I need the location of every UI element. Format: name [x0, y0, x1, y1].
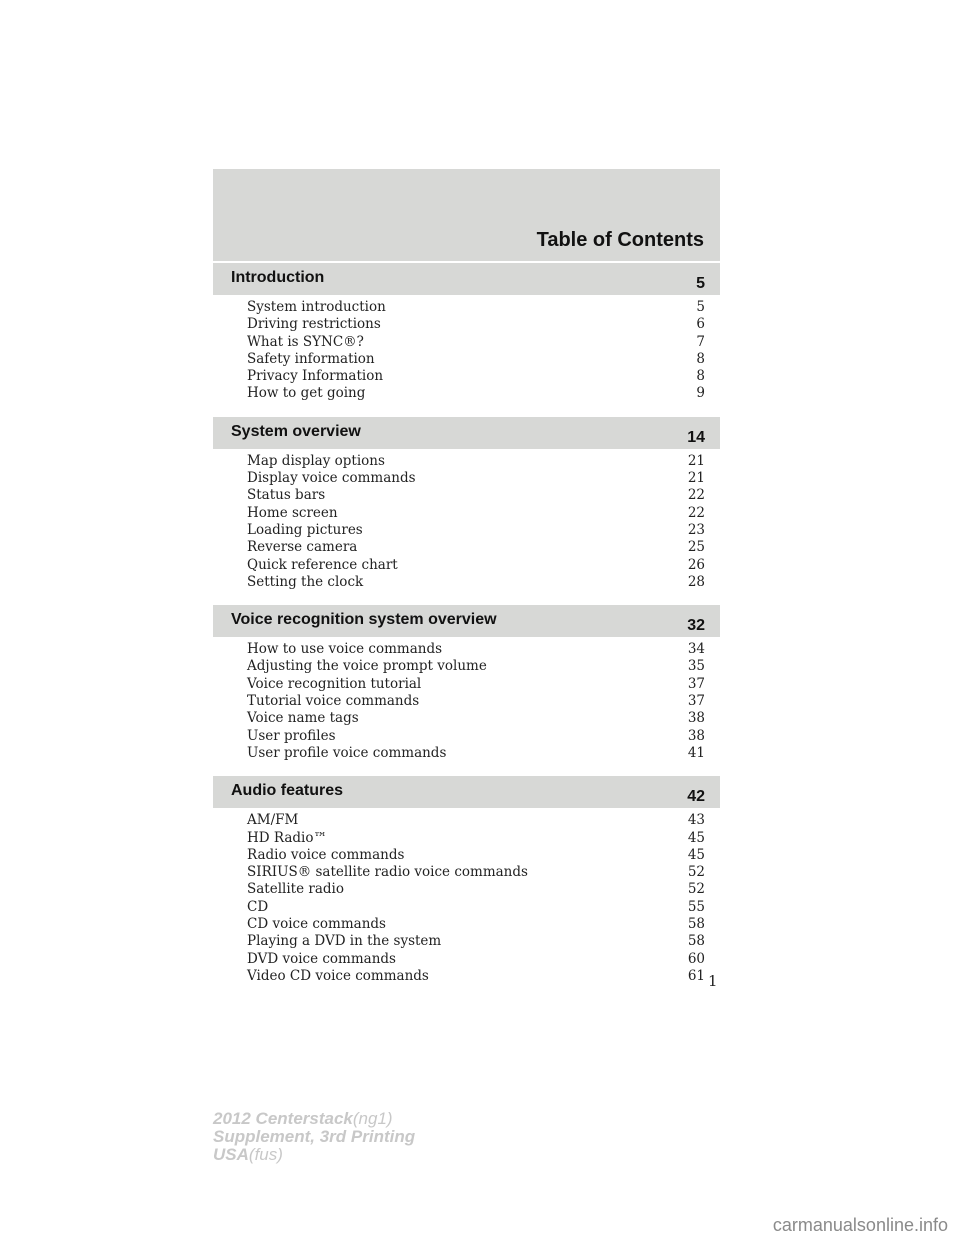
entry-page: 6	[696, 316, 705, 333]
toc-entry[interactable]	[213, 693, 720, 710]
toc-entry[interactable]	[213, 745, 720, 762]
entry-page: 21	[687, 470, 705, 487]
toc-entry[interactable]	[213, 830, 720, 847]
watermark[interactable]: carmanualsonline.info	[772, 1215, 948, 1235]
entry-label: Status bars	[247, 487, 326, 504]
toc-section	[213, 417, 720, 591]
toc-entry[interactable]	[213, 299, 720, 316]
entry-page: 22	[687, 487, 705, 504]
footer-edition: Supplement, 3rd Printing	[213, 1127, 416, 1146]
entry-label: Voice name tags	[247, 710, 359, 727]
toc-entry[interactable]	[213, 522, 720, 539]
toc-entry[interactable]	[213, 641, 720, 658]
section-title: System overview	[231, 422, 361, 440]
entry-page: 35	[687, 658, 705, 675]
toc-entry[interactable]	[213, 334, 720, 351]
page-number: 1	[708, 972, 718, 990]
entry-page: 23	[687, 521, 705, 538]
entry-label: SIRIUS® satellite radio voice commands	[247, 864, 528, 881]
entry-label: What is SYNC®?	[247, 333, 364, 350]
section-header[interactable]	[213, 263, 720, 295]
entry-label: Driving restrictions	[247, 316, 381, 333]
toc-entry[interactable]	[213, 728, 720, 745]
entry-label: Map display options	[247, 452, 385, 469]
entry-page: 43	[687, 812, 705, 829]
entry-page: 41	[687, 744, 705, 761]
entry-page: 7	[696, 333, 705, 350]
section-header[interactable]	[213, 417, 720, 449]
toc-entry[interactable]	[213, 933, 720, 950]
entry-page: 37	[687, 693, 705, 710]
entry-page: 61	[687, 967, 705, 984]
entry-label: Display voice commands	[247, 470, 416, 487]
toc-entry[interactable]	[213, 539, 720, 556]
footer-model: 2012 Centerstack	[213, 1109, 353, 1128]
toc-entry[interactable]	[213, 470, 720, 487]
toc-entry[interactable]	[213, 487, 720, 504]
toc-entry[interactable]	[213, 710, 720, 727]
entry-page: 8	[696, 368, 705, 385]
entry-label: Loading pictures	[247, 521, 363, 538]
entry-label: CD	[247, 898, 269, 915]
entry-label: Home screen	[247, 504, 338, 521]
entry-label: System introduction	[247, 299, 386, 315]
entry-label: Setting the clock	[247, 573, 364, 590]
entry-page: 5	[696, 299, 705, 315]
toc-entry[interactable]	[213, 968, 720, 985]
table-of-contents	[213, 263, 720, 999]
entry-page: 25	[687, 539, 705, 556]
toc-entry[interactable]	[213, 574, 720, 591]
entry-label: Satellite radio	[247, 881, 344, 898]
entry-label: HD Radio™	[247, 829, 327, 846]
entry-label: Playing a DVD in the system	[247, 933, 442, 950]
entry-page: 45	[687, 829, 705, 846]
entry-label: Adjusting the voice prompt volume	[247, 658, 487, 675]
entry-page: 8	[696, 350, 705, 367]
entry-page: 38	[687, 727, 705, 744]
toc-section	[213, 263, 720, 403]
entry-page: 58	[687, 916, 705, 933]
entry-label: Voice recognition tutorial	[247, 675, 422, 692]
entry-page: 34	[687, 641, 705, 658]
entry-label: How to get going	[247, 385, 366, 402]
entry-page: 45	[687, 846, 705, 863]
section-title: Introduction	[231, 269, 325, 286]
section-page: 42	[687, 788, 705, 806]
footer-region-code: (fus)	[248, 1145, 283, 1164]
entry-label: Quick reference chart	[247, 556, 398, 573]
toc-entry[interactable]	[213, 881, 720, 898]
toc-entry[interactable]	[213, 368, 720, 385]
toc-entry[interactable]	[213, 505, 720, 522]
toc-entry[interactable]	[213, 316, 720, 333]
section-title: Audio features	[231, 782, 344, 800]
toc-entry[interactable]	[213, 864, 720, 881]
toc-section	[213, 776, 720, 985]
entry-label: Tutorial voice commands	[247, 693, 420, 710]
entry-page: 58	[687, 933, 705, 950]
toc-entry[interactable]	[213, 676, 720, 693]
entry-label: User profiles	[247, 727, 336, 744]
section-page: 32	[687, 617, 705, 635]
section-title: Voice recognition system overview	[231, 611, 497, 629]
header-band	[213, 169, 720, 261]
toc-entry[interactable]	[213, 812, 720, 829]
entry-page: 52	[687, 881, 705, 898]
toc-entry[interactable]	[213, 951, 720, 968]
section-page: 5	[696, 275, 705, 292]
footer-model-code: (ng1)	[352, 1109, 393, 1128]
entry-page: 55	[687, 898, 705, 915]
entry-page: 37	[687, 675, 705, 692]
entry-page: 38	[687, 710, 705, 727]
section-header[interactable]	[213, 776, 720, 808]
entry-label: DVD voice commands	[247, 950, 396, 967]
section-header[interactable]	[213, 605, 720, 637]
entry-page: 28	[687, 573, 705, 590]
entry-page: 21	[687, 452, 705, 469]
toc-section	[213, 605, 720, 762]
entry-label: Safety information	[247, 350, 375, 367]
entry-label: Reverse camera	[247, 539, 358, 556]
toc-entry[interactable]	[213, 557, 720, 574]
entry-page: 22	[687, 504, 705, 521]
section-page: 14	[687, 428, 705, 446]
entry-label: How to use voice commands	[247, 641, 443, 658]
entry-page: 9	[696, 385, 705, 402]
toc-entry[interactable]	[213, 351, 720, 368]
toc-entry[interactable]	[213, 385, 720, 402]
entry-page: 52	[687, 864, 705, 881]
entry-page: 60	[687, 950, 705, 967]
footer-imprint	[213, 1110, 415, 1164]
entry-label: User profile voice commands	[247, 744, 447, 761]
entry-label: CD voice commands	[247, 916, 386, 933]
entry-label: Video CD voice commands	[247, 967, 429, 984]
entry-label: AM/FM	[247, 812, 299, 829]
footer-region: USA	[213, 1145, 249, 1164]
toc-entry[interactable]	[213, 916, 720, 933]
page-title: Table of Contents	[536, 229, 704, 251]
entry-label: Privacy Information	[247, 368, 384, 385]
entry-page: 26	[687, 556, 705, 573]
entry-label: Radio voice commands	[247, 846, 405, 863]
toc-entry[interactable]	[213, 658, 720, 675]
toc-entry[interactable]	[213, 453, 720, 470]
toc-entry[interactable]	[213, 847, 720, 864]
toc-entry[interactable]	[213, 899, 720, 916]
